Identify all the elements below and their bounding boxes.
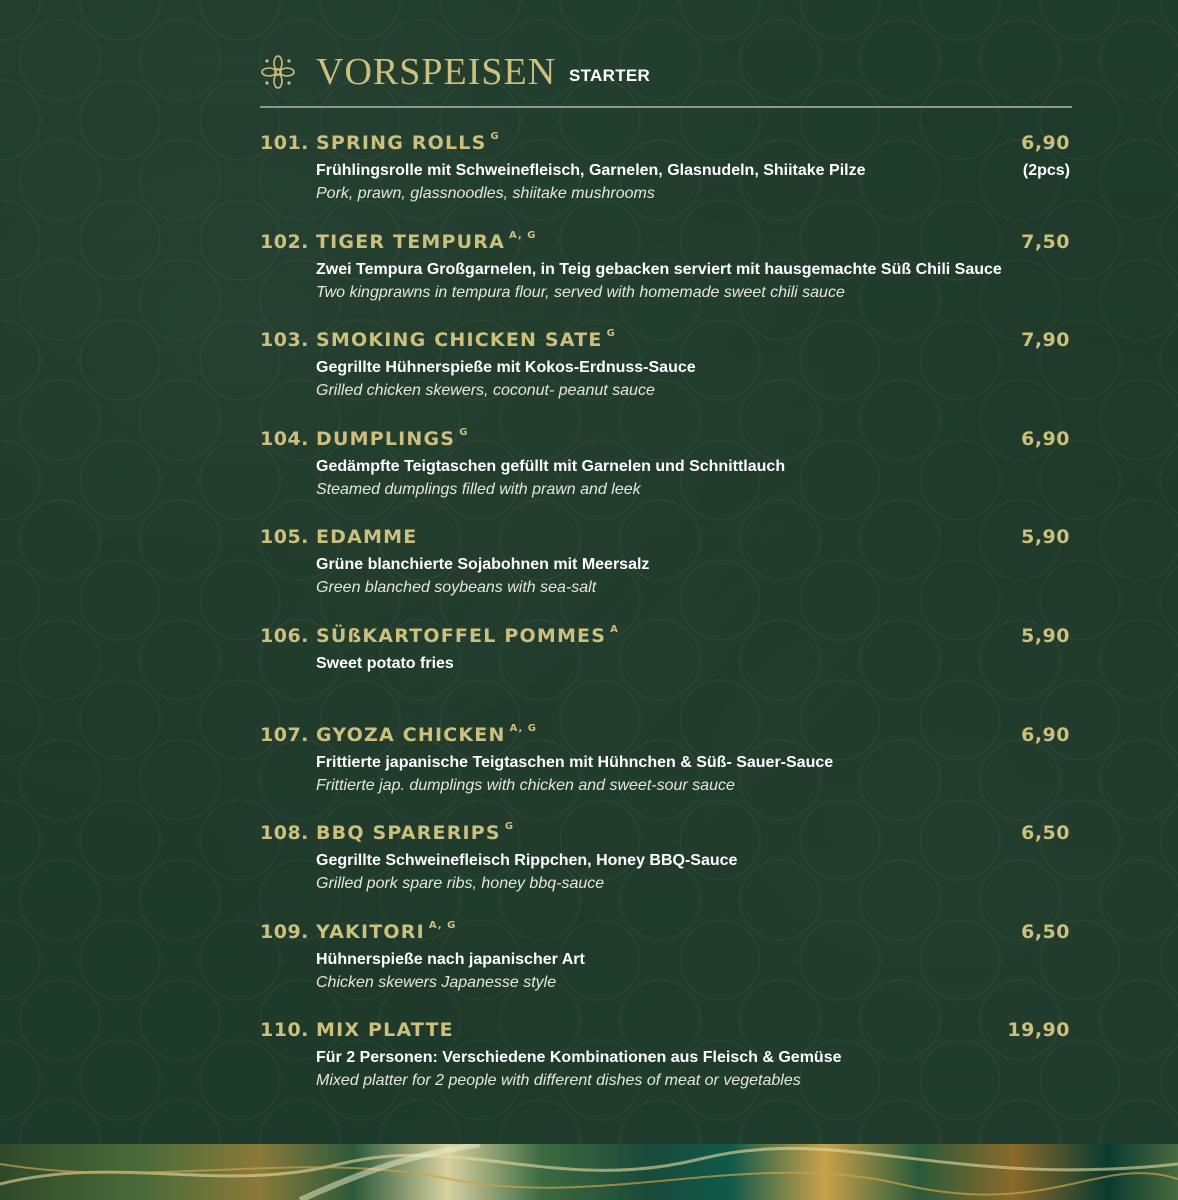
bottom-decorative-image	[0, 1144, 1178, 1200]
item-number: 105.	[260, 526, 309, 548]
item-description-de: Gegrillte Schweinefleisch Rippchen, Honey BBQ-Sauce	[316, 852, 738, 869]
menu-item	[260, 724, 1072, 804]
item-name	[316, 921, 456, 943]
section-title: VORSPEISEN	[316, 51, 557, 93]
item-name-text: SMOKING CHICKEN SATE	[316, 329, 603, 351]
allergen-codes: A, G	[508, 229, 537, 241]
section-header	[260, 48, 1072, 108]
item-description-en: Grilled chicken skewers, coconut- peanut sauce	[316, 382, 655, 399]
item-name	[316, 428, 468, 450]
menu-item	[260, 329, 1072, 409]
item-description-en: Steamed dumplings filled with prawn and leek	[316, 481, 641, 498]
item-name-text: SPRING ROLLS	[316, 132, 487, 154]
marble-art	[0, 1144, 1178, 1200]
allergen-codes: G	[606, 327, 616, 339]
item-name	[316, 329, 616, 351]
item-description-en: Pork, prawn, glassnoodles, shiitake mushrooms	[316, 185, 655, 202]
item-name-text: EDAMME	[316, 526, 418, 548]
item-name-text: BBQ SPARERIPS	[316, 822, 501, 844]
allergen-codes: A, G	[509, 722, 537, 734]
allergen-codes: A	[610, 623, 619, 635]
item-description-de: Hühnerspieße nach japanischer Art	[316, 951, 585, 968]
item-name-text: DUMPLINGS	[316, 428, 456, 450]
item-description-en: Two kingprawns in tempura flour, served with homemade sweet chili sauce	[316, 284, 845, 301]
section-subtitle: STARTER	[569, 66, 651, 85]
menu-item	[260, 1019, 1072, 1099]
item-description-de: Grüne blanchierte Sojabohnen mit Meersalz	[316, 556, 650, 573]
item-price: 6,50	[1021, 921, 1070, 943]
item-name	[316, 231, 536, 253]
item-description-en: Chicken skewers Japanesse style	[316, 974, 557, 991]
item-description-en: Grilled pork spare ribs, honey bbq-sauce	[316, 875, 605, 892]
item-price: 6,90	[1021, 724, 1070, 746]
item-name	[316, 625, 619, 647]
allergen-codes: A, G	[428, 919, 457, 931]
item-name-text: MIX PLATTE	[316, 1019, 454, 1041]
ornament-flower-icon	[260, 54, 296, 90]
item-description-en: Frittierte jap. dumplings with chicken and sweet-sour sauce	[316, 777, 735, 794]
item-description-de: Frühlingsrolle mit Schweinefleisch, Garnelen, Glasnudeln, Shiitake Pilze	[316, 162, 866, 179]
item-name	[316, 724, 537, 746]
item-number: 109.	[260, 921, 309, 943]
menu-item	[260, 132, 1072, 212]
item-quantity: (2pcs)	[1022, 162, 1070, 179]
menu-item	[260, 625, 1072, 705]
item-price: 5,90	[1021, 625, 1070, 647]
menu-item	[260, 921, 1072, 1001]
item-name	[316, 132, 500, 154]
item-name	[316, 1019, 454, 1041]
item-number: 107.	[260, 724, 309, 746]
header-divider	[260, 106, 1072, 108]
item-price: 5,90	[1021, 526, 1070, 548]
item-description-de: Gedämpfte Teigtaschen gefüllt mit Garnelen und Schnittlauch	[316, 458, 786, 475]
menu-item	[260, 822, 1072, 902]
item-number: 103.	[260, 329, 309, 351]
item-price: 19,90	[1007, 1019, 1070, 1041]
allergen-codes: G	[459, 426, 469, 438]
menu-item	[260, 526, 1072, 606]
item-name-text: TIGER TEMPURA	[316, 231, 505, 253]
item-name-text: SÜßKARTOFFEL POMMES	[316, 625, 607, 647]
item-number: 110.	[260, 1019, 309, 1041]
menu-item	[260, 428, 1072, 508]
item-number: 106.	[260, 625, 309, 647]
item-price: 6,90	[1021, 132, 1070, 154]
allergen-codes: G	[504, 820, 515, 832]
item-description-de: Frittierte japanische Teigtaschen mit Hühnchen & Süß- Sauer-Sauce	[316, 754, 834, 771]
item-number: 104.	[260, 428, 309, 450]
item-price: 7,50	[1021, 231, 1070, 253]
item-name	[316, 526, 417, 548]
item-description-en: Green blanched soybeans with sea-salt	[316, 579, 597, 596]
item-description-de: Gegrillte Hühnerspieße mit Kokos-Erdnuss-Sauce	[316, 359, 696, 376]
item-name-text: GYOZA CHICKEN	[316, 724, 506, 746]
item-description-de: Für 2 Personen: Verschiedene Kombinationen aus Fleisch & Gemüse	[316, 1049, 842, 1066]
item-description-de: Zwei Tempura Großgarnelen, in Teig gebacken serviert mit hausgemachte Süß Chili Sauce	[316, 261, 1002, 278]
item-price: 6,50	[1021, 822, 1070, 844]
item-number: 108.	[260, 822, 309, 844]
item-price: 6,90	[1021, 428, 1070, 450]
item-description-en: Mixed platter for 2 people with different dishes of meat or vegetables	[316, 1072, 801, 1089]
item-description-de: Sweet potato fries	[316, 655, 454, 672]
allergen-codes: G	[490, 130, 500, 142]
item-name	[316, 822, 514, 844]
item-price: 7,90	[1021, 329, 1070, 351]
item-number: 101.	[260, 132, 309, 154]
menu-item	[260, 231, 1072, 311]
item-number: 102.	[260, 231, 309, 253]
item-name-text: YAKITORI	[316, 921, 425, 943]
